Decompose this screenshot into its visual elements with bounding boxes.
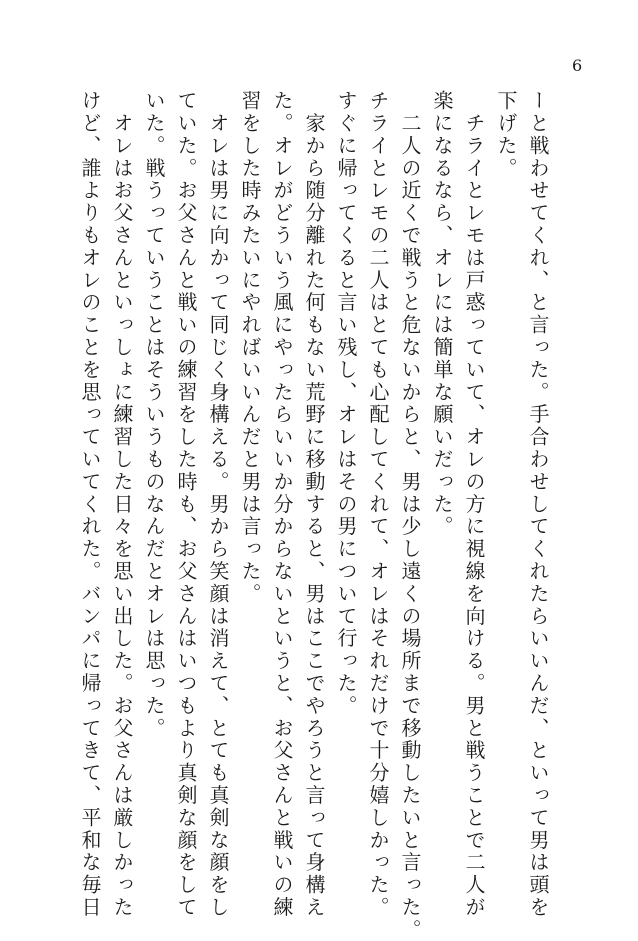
text-line: チライとレモの二人はとても心配してくれて、オレはそれだけで十分嬉しかった。: [366, 90, 390, 919]
text-line: 二人の近くで戦うと危ないからと、男は少し遠くの場所まで移動したいと言った。: [398, 90, 422, 941]
text-line: 家から随分離れた何もない荒野に移動すると、男はここでやろうと言って身構え: [302, 90, 326, 919]
text-line: すぐに帰ってくると言い残し、オレはその男について行った。: [334, 90, 358, 718]
page-number: 6: [572, 56, 583, 75]
text-line: オレはお父さんといっしょに練習した日々を思い出した。お父さんは厳しかった: [110, 90, 134, 919]
text-line: ーと戦わせてくれ、と言った。手合わせしてくれたらいいんだ、といって男は頭を: [526, 90, 550, 919]
text-line: けど、誰よりもオレのことを思っていてくれた。バンパに帰ってきて、平和な毎日: [78, 90, 102, 919]
text-line: た。オレがどういう風にやったらいいか分からないというと、お父さんと戦いの練: [270, 90, 294, 919]
text-line: オレは男に向かって同じく身構える。男から笑顔は消えて、とても真剣な顔をし: [206, 90, 230, 919]
text-line: 楽になるなら、オレには簡単な願いだった。: [430, 90, 454, 538]
body-text: [74, 90, 554, 941]
text-line: 習をした時みたいにやればいいんだと男は言った。: [238, 90, 262, 606]
text-line: ていた。お父さんと戦いの練習をした時も、お父さんはいつもより真剣な顔をして: [174, 90, 198, 919]
text-line: チライとレモは戸惑っていて、オレの方に視線を向ける。男と戦うことで二人が: [462, 90, 486, 919]
text-line: いた。戦うっていうことはそういうものなんだとオレは思った。: [142, 90, 166, 740]
text-line: 下げた。: [494, 90, 518, 180]
